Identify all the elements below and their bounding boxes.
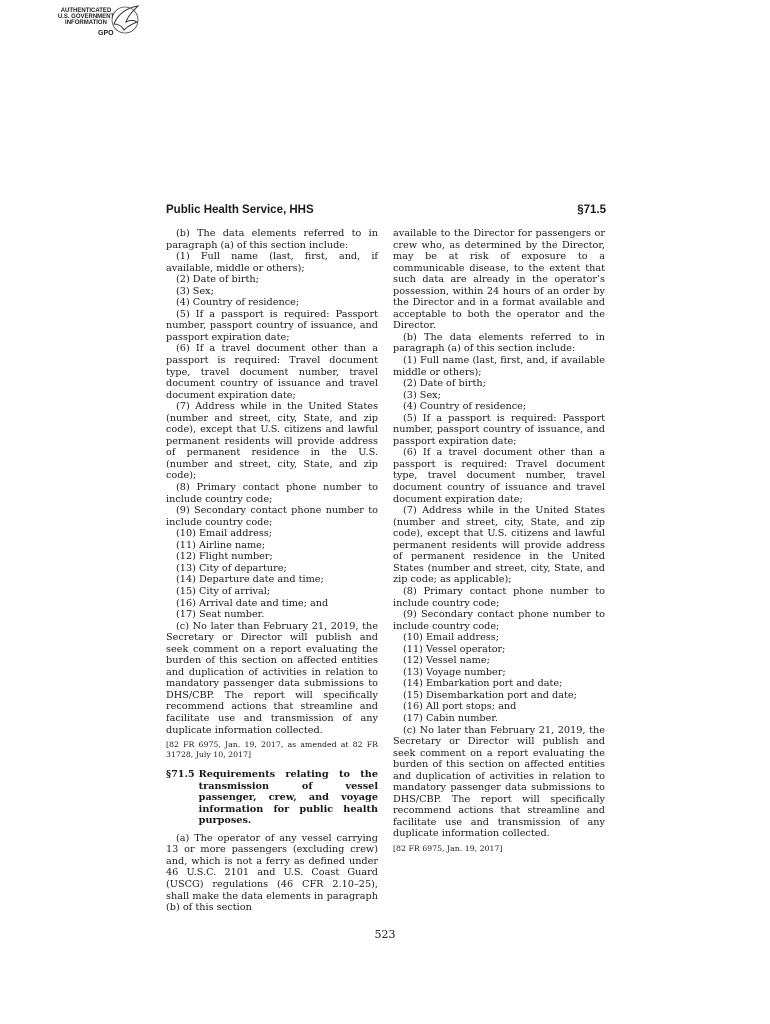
list-item: (3) Sex; <box>176 285 214 297</box>
list-item: (9) Secondary contact phone number to include country code; <box>393 609 605 632</box>
page-number: 523 <box>374 928 396 941</box>
list-item: (8) Primary contact phone number to include country code; <box>166 482 378 505</box>
list-item: (16) Arrival date and time; and <box>176 597 329 609</box>
section-number: §71.5 <box>166 769 195 781</box>
gpo-authentication-seal <box>56 4 142 46</box>
list-item: (17) Seat number. <box>176 609 265 621</box>
list-item: (2) Date of birth; <box>176 274 259 286</box>
list-item: (7) Address while in the United States (number and street, city, State, and zip code), except that U.S. citizens and lawful permanent residents will provide address of permanent residence in the U.S. (number and street, city, State, and zip code); <box>166 401 378 482</box>
list-item: (12) Vessel name; <box>403 655 490 667</box>
list-item: (15) City of arrival; <box>176 585 271 597</box>
list-item: (2) Date of birth; <box>403 378 486 390</box>
paragraph: (c) No later than February 21, 2019, the Secretary or Director will publish and seek comment on a report evaluating the burden of this section on affected entities and duplication of activities in relation to mandatory passenger data submissions to DHS/CBP. The report will specifically recommend actions that streamline and facilitate use and transmission of any duplicate information collected. <box>393 724 605 840</box>
list-item: (10) Email address; <box>403 632 500 644</box>
list-item: (1) Full name (last, first, and, if available middle or others); <box>393 355 605 378</box>
section-title: Requirements relating to the transmission of vessel passenger, crew, and voyage information for public health purposes. <box>198 769 378 827</box>
list-item: (12) Flight number; <box>176 551 273 563</box>
paragraph: (c) No later than February 21, 2019, the Secretary or Director will publish and seek comment on a report evaluating the burden of this section on affected entities and duplication of activities in relation to mandatory passenger data submissions to DHS/CBP. The report will specifically recommend actions that streamline and facilitate use and transmission of any duplicate information collected. <box>166 620 378 736</box>
list-item: (11) Vessel operator; <box>403 643 506 655</box>
list-item: (7) Address while in the United States (number and street, city, State, and zip code), except that U.S. citizens and lawful permanent residents will provide address of permanent residence in the United States (number and street, city, State, and zip code; as applicable); <box>393 505 605 586</box>
eagle-icon <box>110 4 140 36</box>
list-item: (5) If a passport is required: Passport number, passport country of issuance, and passport expiration date; <box>393 412 605 447</box>
seal-line: U.S. GOVERNMENT <box>57 14 115 21</box>
list-item: (9) Secondary contact phone number to include country code; <box>166 505 378 528</box>
list-item: (3) Sex; <box>403 389 441 401</box>
paragraph: (a) The operator of any vessel carrying 13 or more passengers (excluding crew) and, which is not a ferry as defined under 46 U.S.C. 2101 and U.S. Coast Guard (USCG) regulations (46 CFR 2.10–25), shall make the data elements in paragraph (b) of this section <box>166 832 378 914</box>
paragraph: (b) The data elements referred to in paragraph (a) of this section include: <box>393 331 605 355</box>
paragraph: available to the Director for passengers or crew who, as determined by the Director, may be at risk of exposure to a communicable disease, to the extent that such data are already in the operator’s possession, within 24 hours of an order by the Director and in a format available and acceptable to both the operator and the Director. <box>393 228 605 332</box>
section-heading <box>166 769 378 827</box>
list-item: (4) Country of residence; <box>403 401 527 413</box>
running-head <box>166 204 606 220</box>
running-head-section: §71.5 <box>577 204 606 216</box>
list-item: (10) Email address; <box>176 528 273 540</box>
list-item: (8) Primary contact phone number to include country code; <box>393 585 605 609</box>
seal-line: INFORMATION <box>65 20 107 27</box>
seal-text <box>56 8 116 27</box>
paragraph: (b) The data elements referred to in paragraph (a) of this section include: <box>166 228 378 251</box>
list-item: (16) All port stops; and <box>403 701 517 713</box>
source-note: [82 FR 6975, Jan. 19, 2017, as amended at 82 FR 31728, July 10, 2017] <box>166 740 378 760</box>
source-note: [82 FR 6975, Jan. 19, 2017] <box>393 843 503 853</box>
running-head-agency: Public Health Service, HHS <box>166 204 314 216</box>
list-item: (6) If a travel document other than a passport is required: Travel document type, travel document number, travel document country of issuance and travel document expiration date; <box>166 343 378 401</box>
list-item: (15) Disembarkation port and date; <box>403 689 577 701</box>
list-item: (4) Country of residence; <box>176 297 300 309</box>
left-column <box>166 228 378 914</box>
list-item: (13) City of departure; <box>176 562 287 574</box>
seal-line: AUTHENTICATED <box>60 8 112 14</box>
list-item: (5) If a passport is required: Passport number, passport country of issuance, and passport expiration date; <box>166 308 378 343</box>
list-item: (13) Voyage number; <box>403 666 506 678</box>
right-column <box>393 228 605 863</box>
list-item: (17) Cabin number. <box>403 712 499 724</box>
list-item: (14) Departure date and time; <box>176 574 324 586</box>
list-item: (6) If a travel document other than a passport is required: Travel document type, travel document number, travel document country of issuance and travel document expiration date; <box>393 447 605 505</box>
list-item: (11) Airline name; <box>176 539 266 551</box>
list-item: (14) Embarkation port and date; <box>403 678 563 690</box>
seal-gpo-mark: GPO <box>98 30 114 37</box>
list-item: (1) Full name (last, first, and, if available, middle or others); <box>166 251 378 274</box>
